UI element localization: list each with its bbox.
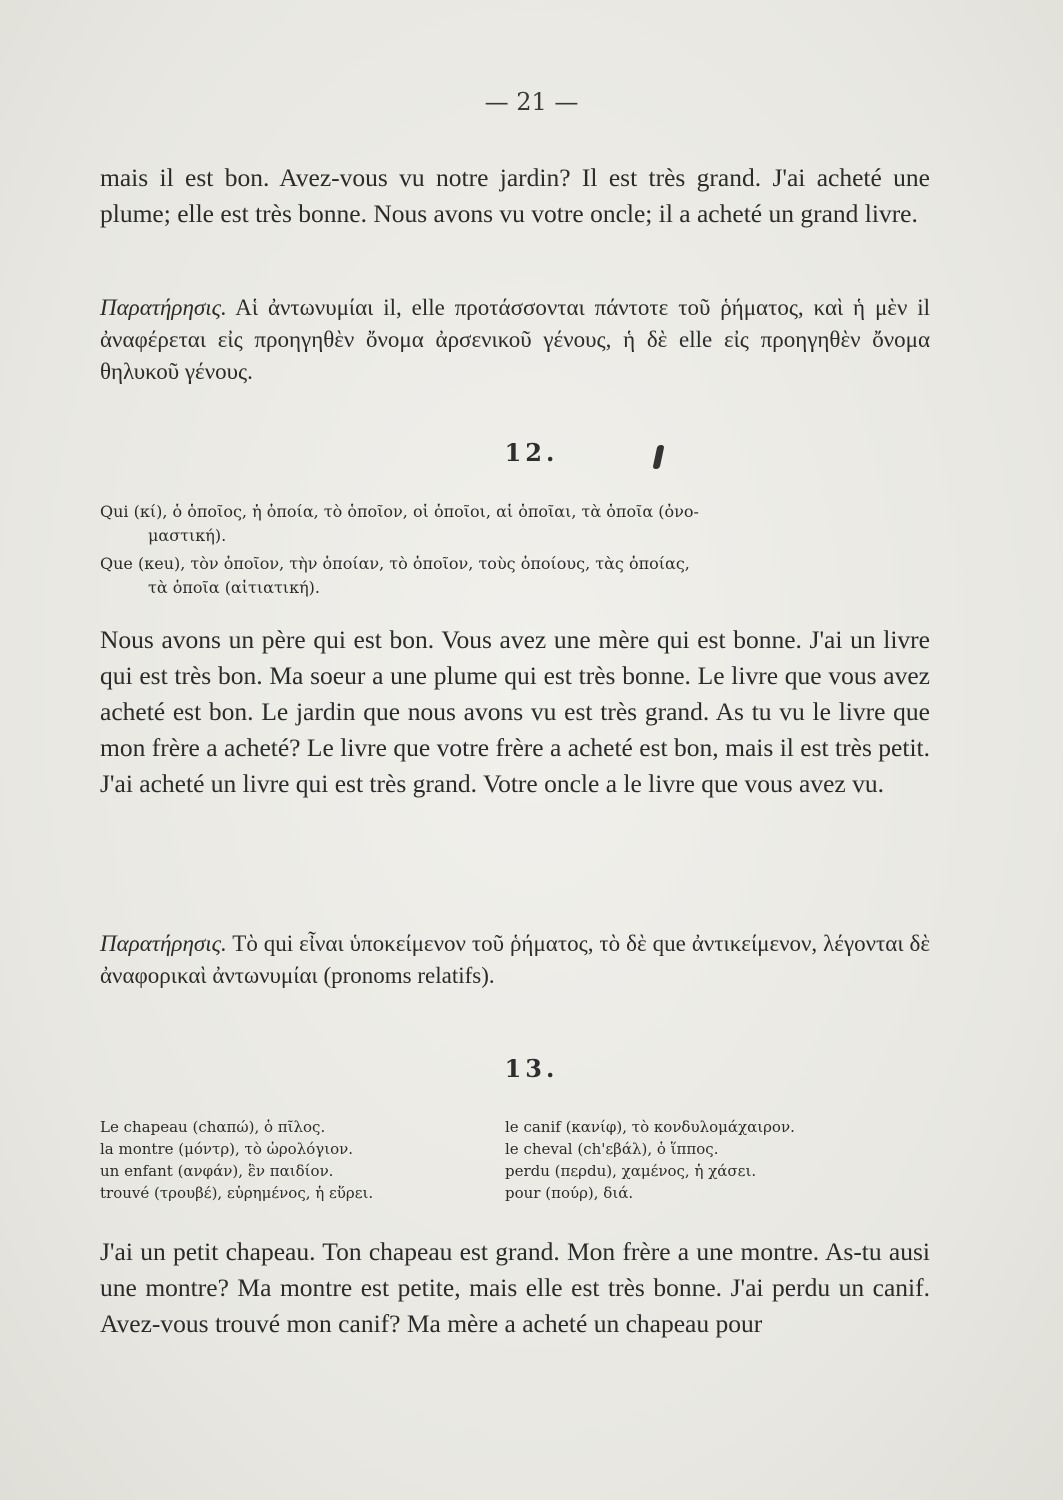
exercise-12 bbox=[100, 622, 930, 802]
vocab-montre: la montre (μόντρ), τὸ ὡρολόγιον. bbox=[100, 1140, 354, 1158]
paragraph-intro bbox=[100, 160, 930, 232]
vocab-12 bbox=[100, 500, 940, 600]
exercise-12-text: Nous avons un père qui est bon. Vous avez une mère qui est bonne. J'ai un livre qui est très bon. Ma soeur a une plume qui est très bonne. Le livre que vous avez acheté est bon. Le jardin que nous avons vu est très grand. As tu vu le livre que mon frère a acheté? Le livre que votre frère a acheté est bon, mais il est très petit. J'ai acheté un livre qui est très grand. Votre oncle a le livre que vous avez vu. bbox=[100, 625, 930, 798]
vocab-perdu: perdu (περdu), χαμένος, ἡ χάσει. bbox=[505, 1162, 757, 1180]
remark-body: Αἱ ἀντωνυμίαι il, elle προτάσσονται πάντοτε τοῦ ῥήματος, καὶ ἡ μὲν il ἀναφέρεται εἰς προηγηθὲν ὄνομα ἀρσενικοῦ γένους, ἡ δὲ elle εἰς προηγηθὲν ὄνομα θηλυκοῦ γένους. bbox=[100, 295, 930, 384]
remark-text bbox=[100, 292, 930, 388]
page-number: — 21 — bbox=[484, 88, 579, 116]
remark-pronouns bbox=[100, 292, 930, 388]
exercise-13-text: J'ai un petit chapeau. Ton chapeau est grand. Mon frère a une montre. As-tu ausi une montre? Ma montre est petite, mais elle est très bonne. J'ai perdu un canif. Avez-vous trouvé mon canif? Ma mère a acheté un chapeau pour bbox=[100, 1237, 930, 1338]
remark-lead: Παρατήρησις. bbox=[100, 295, 227, 320]
section-13-heading: 13. bbox=[504, 1054, 559, 1083]
remark-lead: Παρατήρησις. bbox=[100, 931, 227, 956]
vocab-entry-que: Que (κeu), τὸν ὁποῖον, τὴν ὁποίαν, τὸ ὁποῖον, τοὺς ὁποίους, τὰς ὁποίας, τὰ ὁποῖα (αἰτιατική). bbox=[100, 554, 690, 597]
vocab-entry-qui: Qui (κί), ὁ ὁποῖος, ἡ ὁποία, τὸ ὁποῖον, οἱ ὁποῖοι, αἱ ὁποῖαι, τὰ ὁποῖα (ὀνο- μαστική). bbox=[100, 502, 699, 545]
vocab-canif: le canif (κανίφ), τὸ κονδυλομάχαιρον. bbox=[505, 1118, 795, 1136]
vocab-trouve: trouvé (τρουβέ), εὑρημένος, ἡ εὕρει. bbox=[100, 1184, 374, 1202]
exercise-13 bbox=[100, 1234, 930, 1342]
vocab-enfant: un enfant (ανφάν), ἓν παιδίον. bbox=[100, 1162, 334, 1180]
vocab-cheval: le cheval (ch'εβάλ), ὁ ἵππος. bbox=[505, 1140, 719, 1158]
remark-text bbox=[100, 928, 930, 992]
vocab-pour: pour (πούρ), διά. bbox=[505, 1184, 634, 1202]
vocab-chapeau: Le chapeau (chαπώ), ὁ πῖλος. bbox=[100, 1118, 326, 1136]
paragraph-text: mais il est bon. Avez-vous vu notre jardin? Il est très grand. J'ai acheté une plume; elle est très bonne. Nous avons vu votre oncle; il a acheté un grand livre. bbox=[100, 163, 930, 228]
remark-relatives bbox=[100, 928, 930, 992]
section-12-heading: 12. bbox=[504, 438, 559, 467]
vocab-13 bbox=[100, 1116, 940, 1204]
remark-body: Τὸ qui εἶναι ὑποκείμενον τοῦ ῥήματος, τὸ δὲ que ἀντικείμενον, λέγονται δὲ ἀναφορικαὶ ἀντωνυμίαι (pronoms relatifs). bbox=[100, 931, 930, 988]
